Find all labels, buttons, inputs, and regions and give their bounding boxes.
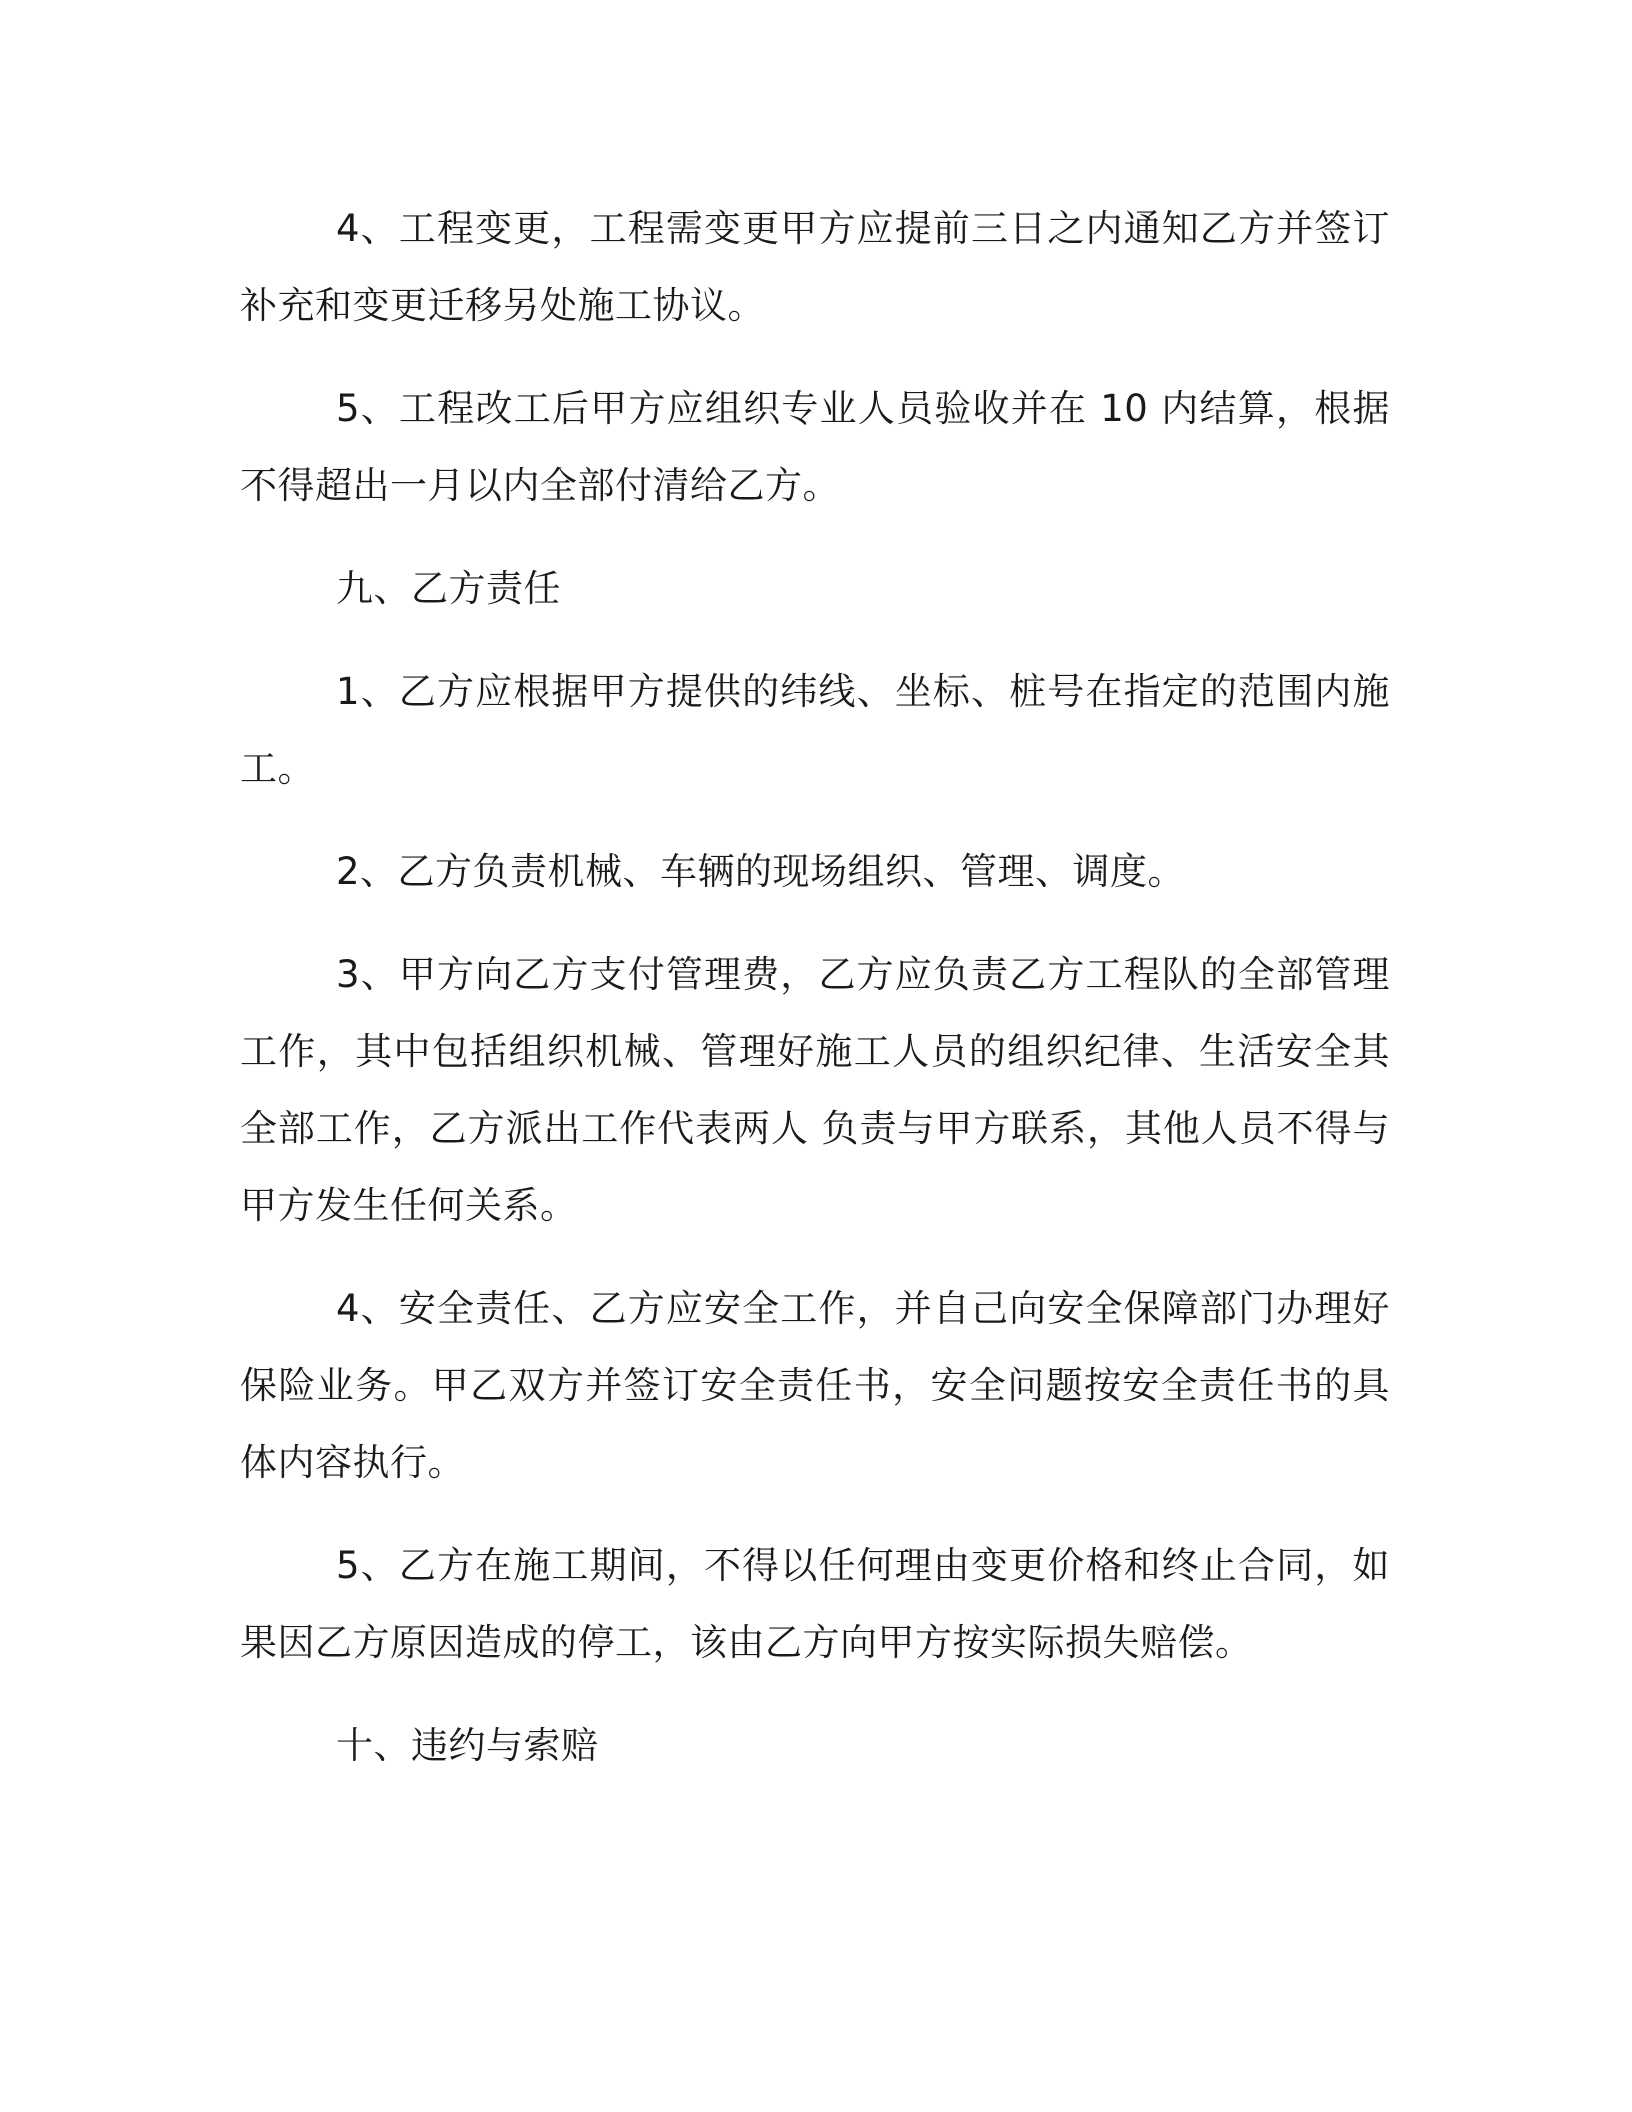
document-page xyxy=(240,190,1390,1810)
clause-8-5: 5、工程改工后甲方应组织专业人员验收并在 10 内结算，根据不得超出一月以内全部付清给乙方。 xyxy=(240,387,1390,507)
clause-9-3: 3、甲方向乙方支付管理费，乙方应负责乙方工程队的全部管理工作，其中包括组织机械、管理好施工人员的组织纪律、生活安全其全部工作，乙方派出工作代表两人 负责与甲方联系，其他人员不得与甲方发生任何关系。 xyxy=(240,953,1390,1227)
clause-9-1: 1、乙方应根据甲方提供的纬线、坐标、桩号在指定的范围内施工。 xyxy=(240,670,1390,790)
section-heading-9: 九、乙方责任 xyxy=(336,567,561,610)
clause-9-2: 2、乙方负责机械、车辆的现场组织、管理、调度。 xyxy=(336,850,1186,893)
section-heading-10: 十、违约与索赔 xyxy=(336,1724,599,1767)
clause-9-5: 5、乙方在施工期间，不得以任何理由变更价格和终止合同，如果因乙方原因造成的停工，该由乙方向甲方按实际损失赔偿。 xyxy=(240,1544,1390,1664)
clause-9-4: 4、安全责任、乙方应安全工作，并自己向安全保障部门办理好保险业务。甲乙双方并签订安全责任书，安全问题按安全责任书的具体内容执行。 xyxy=(240,1287,1390,1484)
clause-8-4: 4、工程变更，工程需变更甲方应提前三日之内通知乙方并签订补充和变更迁移另处施工协议。 xyxy=(240,207,1390,327)
